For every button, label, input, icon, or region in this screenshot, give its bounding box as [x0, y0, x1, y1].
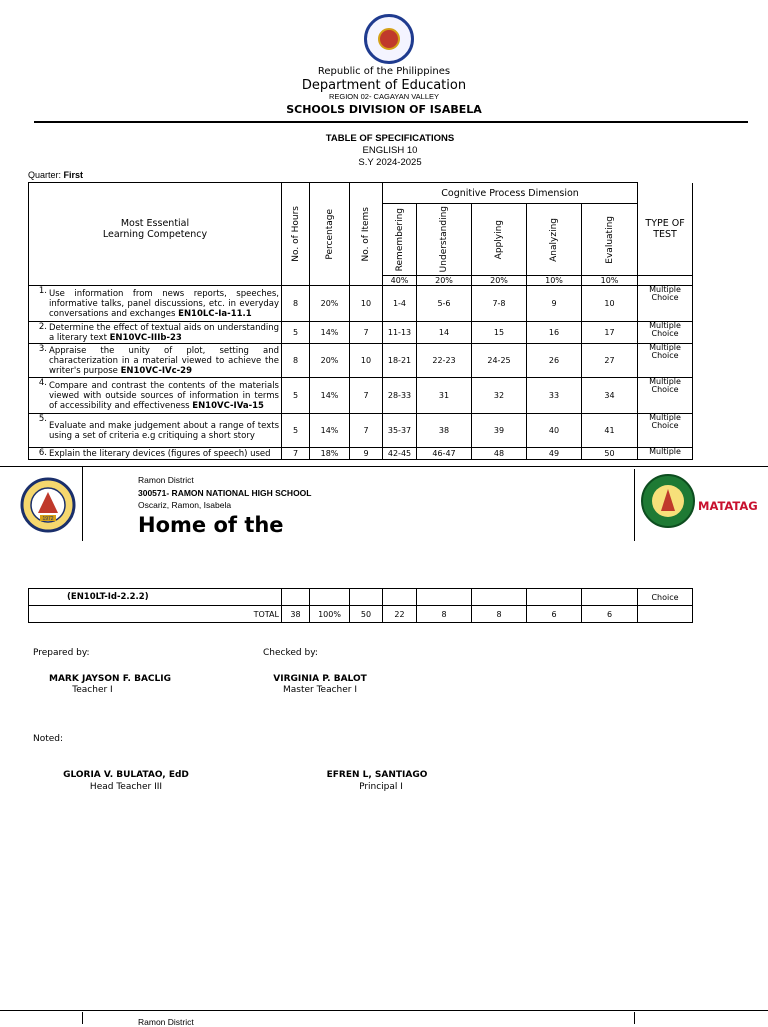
banner-district: Ramon District [138, 475, 194, 485]
cell-ana: 33 [527, 378, 582, 414]
specifications-table [28, 182, 693, 460]
cell-type: Multiple Choice [638, 378, 693, 414]
hours-header-text: No. of Hours [290, 206, 301, 262]
type-header: TYPE OF TEST [638, 183, 693, 276]
bottom-banner-rule [0, 1010, 768, 1011]
cell-app: 24-25 [472, 344, 527, 378]
cell-rem: 18-21 [383, 344, 417, 378]
competency-code: EN10VC-IIIb-23 [109, 332, 182, 343]
competency-number: 4. [38, 378, 47, 388]
continued-type: Choice [638, 589, 693, 606]
noted-label: Noted: [33, 734, 64, 744]
competency-code: EN10VC-IVa-15 [192, 400, 264, 411]
specifications-table-continued [28, 588, 693, 623]
school-seal-icon [20, 477, 76, 533]
cell-hours: 7 [282, 448, 310, 460]
cell-items: 10 [350, 286, 383, 322]
cell-und: 5-6 [417, 286, 472, 322]
total-analyzing: 6 [527, 606, 582, 623]
competency-number: 3. [38, 344, 47, 354]
percentage-header-text: Percentage [324, 208, 335, 260]
total-hours: 38 [282, 606, 310, 623]
competency-cell [29, 414, 282, 448]
competency-text: Explain the literary devices (figures of speech) used [49, 448, 271, 459]
competency-code: EN10VC-IVc-29 [120, 365, 193, 376]
cell-eva: 34 [582, 378, 638, 414]
level-header-remembering [383, 204, 417, 276]
table-row [29, 378, 693, 414]
level-name: Analyzing [549, 217, 559, 262]
table-row [29, 344, 693, 378]
pct-row-blank [638, 276, 693, 286]
cell-pct: 14% [310, 414, 350, 448]
cell-hours: 8 [282, 286, 310, 322]
items-header [350, 183, 383, 286]
cell-eva: 27 [582, 344, 638, 378]
pct-row-blank [29, 276, 282, 286]
total-applying: 8 [472, 606, 527, 623]
cell-type: Multiple Choice [638, 344, 693, 378]
level-pct: 20% [472, 276, 527, 286]
competency-text: Evaluate and make judgement about a range of texts using a set of criteria e.g critiquing a short story [49, 420, 279, 441]
competency-cell [29, 344, 282, 378]
cell-type: Multiple Choice [638, 286, 693, 322]
competency-header-line1: Most Essential [120, 218, 190, 230]
cell-hours: 5 [282, 414, 310, 448]
cell-items: 7 [350, 414, 383, 448]
table-row [29, 286, 693, 322]
competency-text: Appraise the unity of plot, setting and characterization in a material viewed to achieve the writer's purpose [49, 345, 279, 376]
department-text: Department of Education [301, 78, 467, 93]
table-row [29, 322, 693, 344]
cell-items: 7 [350, 378, 383, 414]
seal-year-text: 1972 [42, 516, 54, 522]
competency-header [29, 183, 282, 276]
banner-divider [82, 467, 83, 541]
cell-app: 15 [472, 322, 527, 344]
banner-address: Oscariz, Ramon, Isabela [138, 500, 232, 510]
cell-und: 31 [417, 378, 472, 414]
cell-items: 10 [350, 344, 383, 378]
cell [310, 589, 350, 606]
noted1-name: GLORIA V. BULATAO, EdD [63, 770, 189, 780]
cell-hours: 5 [282, 322, 310, 344]
bottom-banner-divider-right [634, 1012, 635, 1024]
cell [383, 589, 417, 606]
competency-cell [29, 448, 282, 460]
prepared-title: Teacher I [72, 685, 113, 695]
division-text: SCHOOLS DIVISION OF ISABELA [286, 103, 482, 116]
cell-items: 7 [350, 322, 383, 344]
region-text: REGION 02- CAGAYAN VALLEY [328, 92, 440, 101]
level-pct: 10% [582, 276, 638, 286]
competency-cell [29, 378, 282, 414]
noted1-title: Head Teacher III [89, 782, 163, 792]
prepared-name: MARK JAYSON F. BACLIG [48, 674, 171, 684]
school-year: S.Y 2024-2025 [358, 157, 422, 168]
hours-header [282, 183, 310, 286]
cell-rem: 11-13 [383, 322, 417, 344]
competency-text: Use information from news reports, speeches, informative talks, panel discussions, etc. in everyday conversations and exchanges [49, 288, 279, 319]
table-row [29, 414, 693, 448]
level-header-analyzing [527, 204, 582, 276]
cell [527, 589, 582, 606]
cell-items: 9 [350, 448, 383, 460]
total-remembering: 22 [383, 606, 417, 623]
cell-app: 48 [472, 448, 527, 460]
cell [282, 589, 310, 606]
banner-school: 300571- RAMON NATIONAL HIGH SCHOOL [138, 488, 312, 498]
cell-pct: 14% [310, 378, 350, 414]
level-name: Remembering [394, 207, 405, 272]
competency-number: 6. [38, 448, 47, 458]
competency-text: Determine the effect of textual aids on understanding a literary text [49, 322, 279, 343]
cell-ana: 9 [527, 286, 582, 322]
header-rule [34, 121, 748, 123]
cell-und: 46-47 [417, 448, 472, 460]
cell-rem: 1-4 [383, 286, 417, 322]
cell-pct: 18% [310, 448, 350, 460]
cell-rem: 35-37 [383, 414, 417, 448]
level-pct: 20% [417, 276, 472, 286]
level-name: Understanding [439, 206, 449, 273]
cell-pct: 20% [310, 286, 350, 322]
cell-rem: 28-33 [383, 378, 417, 414]
cell-und: 38 [417, 414, 472, 448]
cell-app: 32 [472, 378, 527, 414]
cell [417, 589, 472, 606]
deped-seal-icon [364, 14, 414, 64]
document-title: TABLE OF SPECIFICATIONS [325, 133, 455, 144]
cell-type: Multiple Choice [638, 322, 693, 344]
cell-ana: 40 [527, 414, 582, 448]
competency-number: 5. [38, 414, 47, 424]
level-header-applying [472, 204, 527, 276]
quarter-label: Quarter: [28, 170, 62, 180]
banner-divider-right [634, 469, 635, 541]
bottom-banner-district: Ramon District [138, 1017, 194, 1027]
continued-code: (EN10LT-Id-2.2.2) [29, 589, 282, 606]
total-type [638, 606, 693, 623]
competency-cell [29, 286, 282, 322]
prepared-label: Prepared by: [33, 648, 90, 658]
cell-ana: 49 [527, 448, 582, 460]
cell-eva: 17 [582, 322, 638, 344]
level-pct: 40% [383, 276, 417, 286]
competency-number: 2. [38, 322, 47, 332]
level-header-evaluating [582, 204, 638, 276]
quarter-line [28, 170, 83, 180]
cell [472, 589, 527, 606]
table-row [29, 448, 693, 460]
cell-app: 39 [472, 414, 527, 448]
cell-pct: 14% [310, 322, 350, 344]
cell-eva: 10 [582, 286, 638, 322]
cell [582, 589, 638, 606]
cell-hours: 5 [282, 378, 310, 414]
deped-region-seal-icon [640, 471, 696, 531]
checked-label: Checked by: [263, 648, 318, 658]
school-footer-banner [0, 466, 768, 547]
items-header-text: No. of Items [361, 206, 371, 262]
total-evaluating: 6 [582, 606, 638, 623]
noted2-title: Principal I [359, 782, 403, 792]
competency-header-line2: Learning Competency [102, 229, 208, 241]
cognitive-header: Cognitive Process Dimension [383, 183, 638, 204]
bottom-banner-divider [82, 1012, 83, 1024]
republic-text: Republic of the Philippines [317, 66, 451, 77]
cell-app: 7-8 [472, 286, 527, 322]
level-name: Applying [494, 219, 504, 260]
level-name: Evaluating [604, 215, 615, 264]
competency-text: Compare and contrast the contents of the materials viewed with outside sources of information in terms of accessibility and effectiveness [49, 380, 279, 411]
quarter-value: First [63, 170, 84, 180]
level-header-understanding [417, 204, 472, 276]
cell-type: Multiple Choice [638, 414, 693, 448]
total-understanding: 8 [417, 606, 472, 623]
cell [350, 589, 383, 606]
total-label: TOTAL [29, 606, 282, 623]
total-items: 50 [350, 606, 383, 623]
percentage-header [310, 183, 350, 286]
cell-hours: 8 [282, 344, 310, 378]
cell-type: Multiple [638, 448, 693, 460]
document-subject: ENGLISH 10 [362, 145, 418, 156]
total-pct: 100% [310, 606, 350, 623]
cell-pct: 20% [310, 344, 350, 378]
competency-code: EN10LC-Ia-11.1 [178, 308, 252, 319]
competency-rows [29, 286, 693, 460]
cell-rem: 42-45 [383, 448, 417, 460]
matatag-logo: MATATAG [698, 499, 758, 513]
competency-cell [29, 322, 282, 344]
cell-ana: 26 [527, 344, 582, 378]
checked-title: Master Teacher I [282, 685, 358, 695]
checked-name: VIRGINIA P. BALOT [273, 674, 367, 684]
banner-motto: Home of the [138, 513, 284, 537]
cell-eva: 50 [582, 448, 638, 460]
level-pct: 10% [527, 276, 582, 286]
cell-und: 14 [417, 322, 472, 344]
cell-ana: 16 [527, 322, 582, 344]
cell-eva: 41 [582, 414, 638, 448]
noted2-name: EFREN L, SANTIAGO [326, 770, 428, 780]
competency-number: 1. [38, 286, 47, 296]
cell-und: 22-23 [417, 344, 472, 378]
